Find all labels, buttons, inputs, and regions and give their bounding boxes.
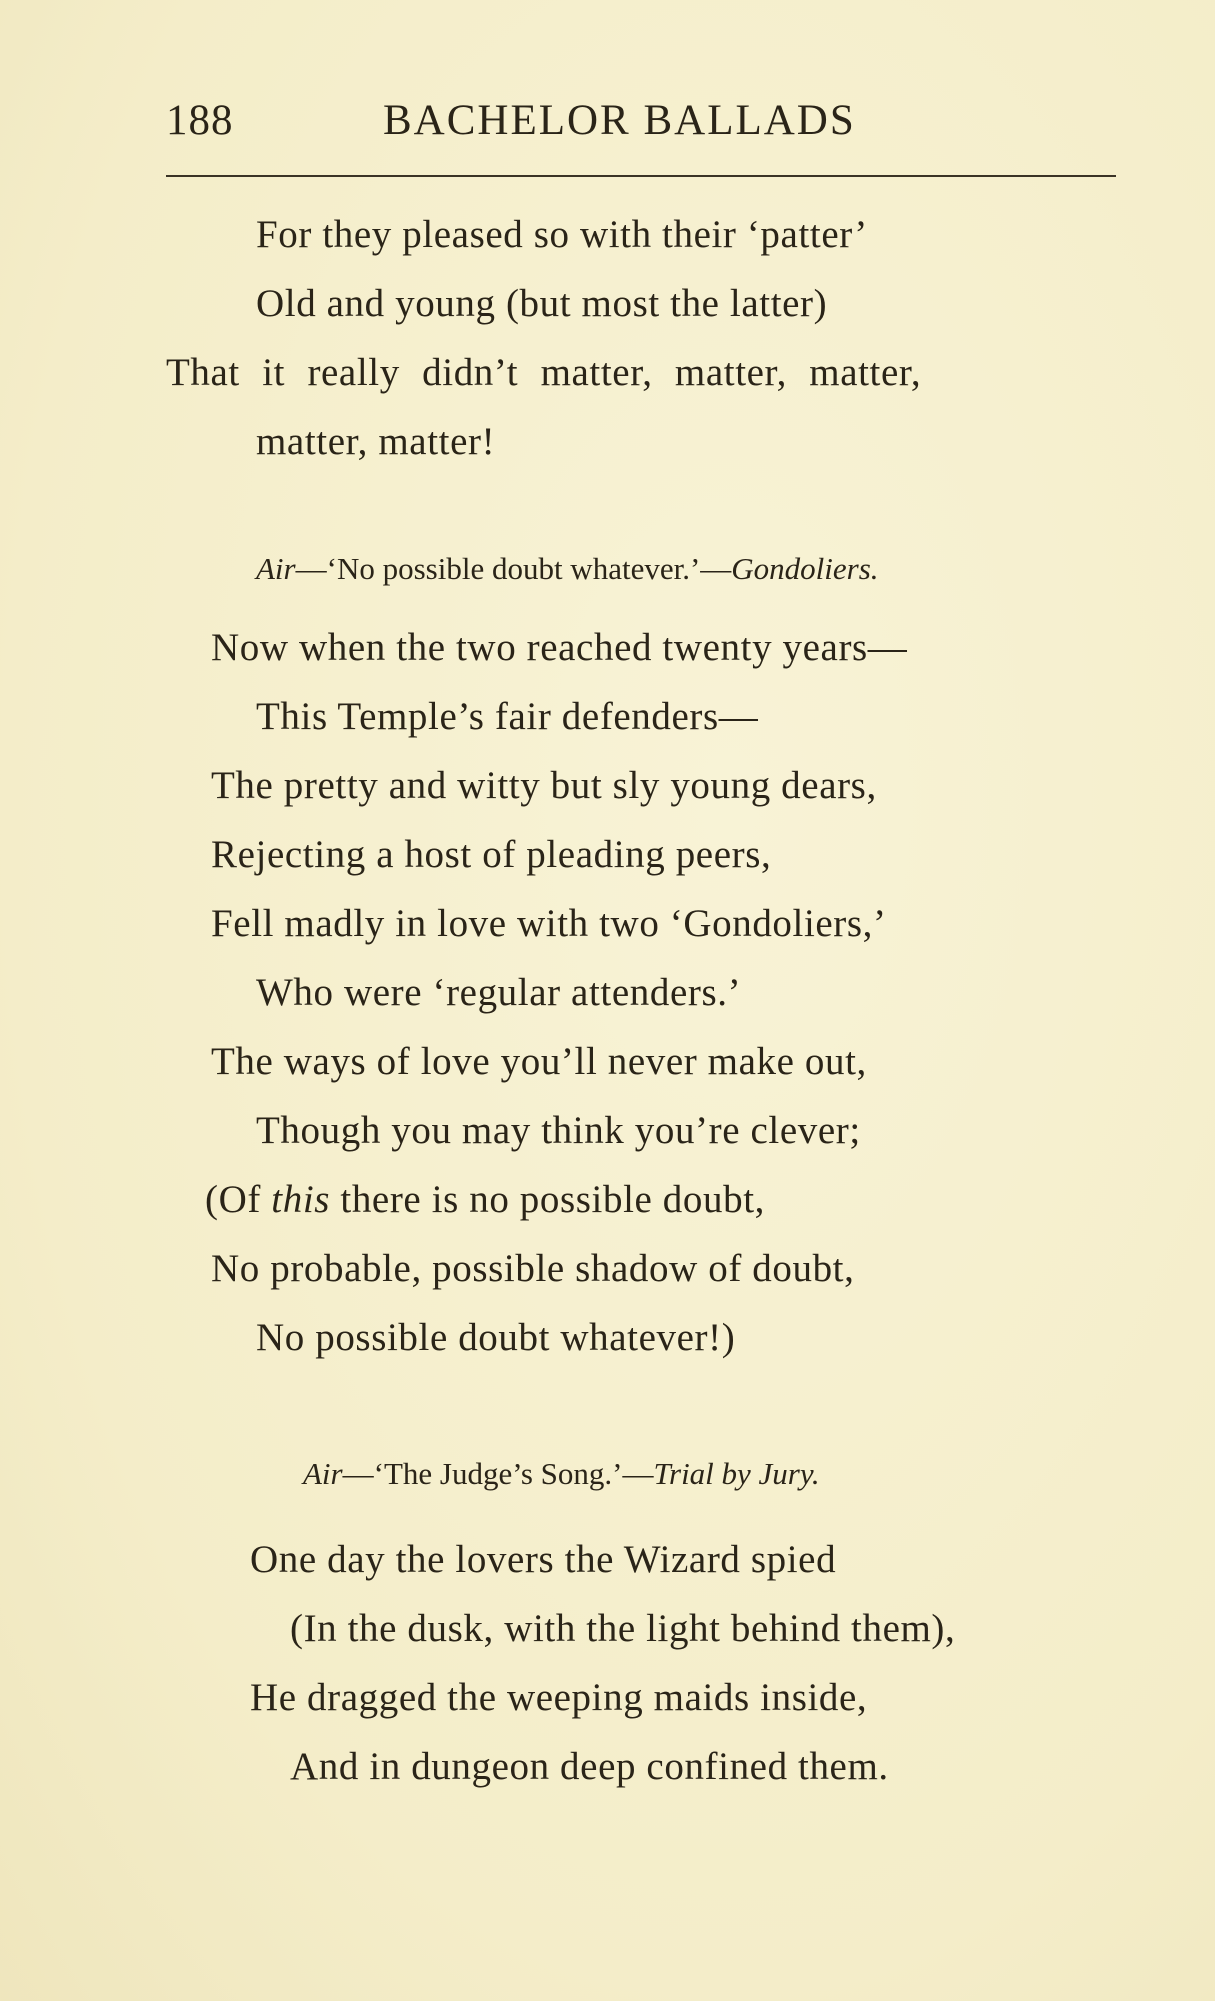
verse-line: The pretty and witty but sly young dears,	[211, 764, 877, 807]
verse-line: For they pleased so with their ‘patter’	[256, 213, 868, 256]
verse-line: (In the dusk, with the light behind them),	[290, 1607, 956, 1650]
air-label: Air	[256, 551, 296, 586]
verse-line	[205, 1177, 765, 1222]
air-tune: —‘No possible doubt whatever.’—	[295, 551, 732, 586]
page-header	[166, 96, 1106, 156]
verse-italic-word: this	[271, 1178, 331, 1221]
verse-line: This Temple’s fair defenders—	[256, 695, 759, 738]
air-source: Gondoliers.	[731, 551, 879, 586]
verse-line: matter, matter!	[256, 420, 496, 463]
verse-line: He dragged the weeping maids inside,	[250, 1676, 868, 1719]
verse-text: (Of	[205, 1178, 272, 1221]
air-heading	[303, 1456, 820, 1492]
air-tune: —‘The Judge’s Song.’—	[342, 1456, 654, 1491]
verse-line: Though you may think you’re clever;	[256, 1109, 861, 1152]
verse-line: No probable, possible shadow of doubt,	[211, 1247, 855, 1290]
verse-line: The ways of love you’ll never make out,	[211, 1040, 867, 1083]
verse-text: there is no possible doubt,	[330, 1178, 765, 1221]
running-title: BACHELOR BALLADS	[383, 97, 856, 144]
header-rule	[166, 175, 1116, 177]
air-label: Air	[303, 1456, 343, 1491]
verse-line: Rejecting a host of pleading peers,	[211, 833, 772, 876]
verse-line: Old and young (but most the latter)	[256, 282, 828, 325]
air-source: Trial by Jury.	[653, 1456, 820, 1491]
verse-line: Who were ‘regular attenders.’	[256, 971, 742, 1014]
air-heading	[256, 551, 879, 587]
verse-line: No possible doubt whatever!)	[256, 1316, 736, 1359]
page-number: 188	[166, 97, 234, 144]
verse-line: And in dungeon deep confined them.	[290, 1745, 889, 1788]
verse-line: One day the lovers the Wizard spied	[250, 1538, 837, 1581]
verse-line: That it really didn’t matter, matter, matter,	[166, 351, 922, 394]
verse-line: Fell madly in love with two ‘Gondoliers,’	[211, 902, 887, 945]
verse-line: Now when the two reached twenty years—	[211, 626, 908, 669]
